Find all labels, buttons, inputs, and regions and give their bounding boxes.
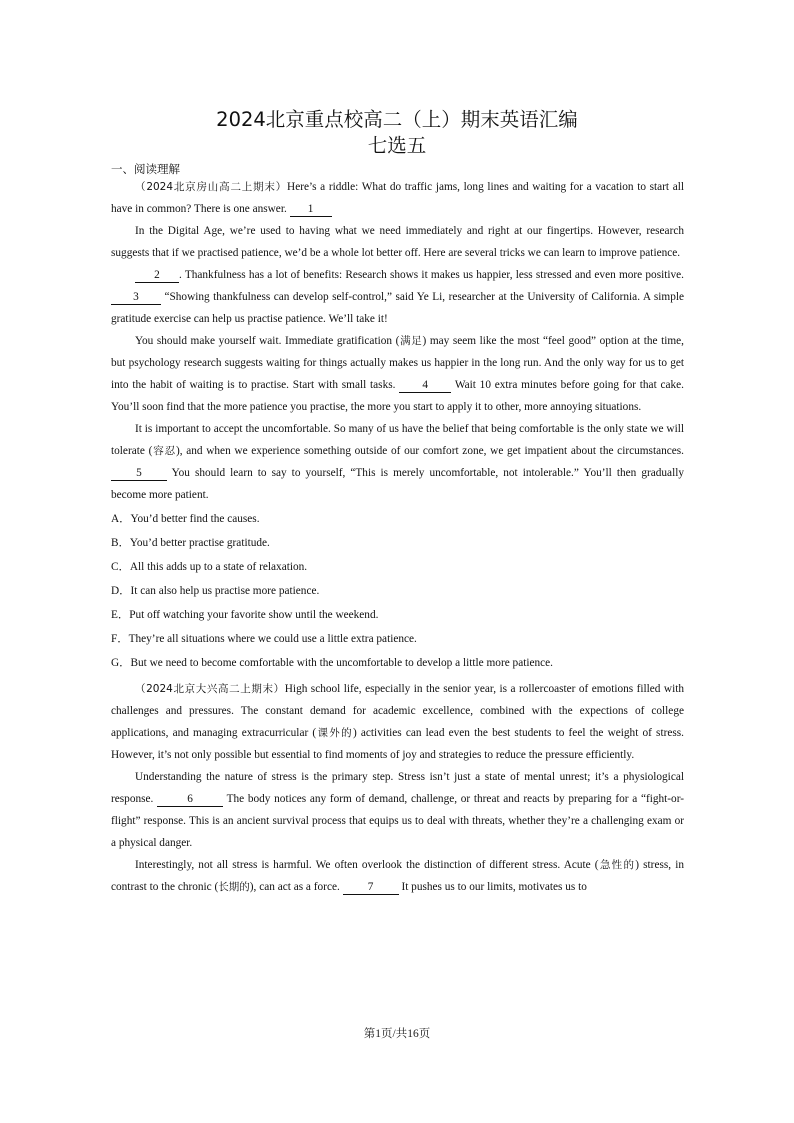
option-d: D．It can also help us practise more patience. <box>111 585 320 597</box>
page-footer: 第1页/共16页 <box>363 1028 431 1040</box>
option-b: B．You’d better practise gratitude. <box>111 537 270 549</box>
answer-blank-2: 2 <box>135 269 179 283</box>
option-f: F．They’re all situations where we could use a little extra patience. <box>111 633 417 645</box>
passage2-paragraph-3: Interestingly, not all stress is harmful. We often overlook the distinction of different stress. Acute (急性的) stress, in contrast to the chronic (长期的), can act as a force. 7 It pushes us to our limits, motivates us to <box>111 859 684 893</box>
passage2-paragraph-2: Understanding the nature of stress is the primary step. Stress isn’t just a state of mental unrest; it’s a physiological response. 6 The body notices any form of demand, challenge, or threat and reacts by preparing for a “fight-or-flight” response. This is an ancient survival process that equips us to deal with threats, whether they’re a challenging exam or a physical danger. <box>111 771 685 849</box>
passage1-paragraph-5: It is important to accept the uncomfortable. So many of us have the belief that being comfortable is the only state we will tolerate (容忍), and when we experience something outside of our comfort zone, we get impatient about the circumstances. 5 You should learn to say to yourself, “This is merely uncomfortable, not intolerable.” You’ll then gradually become more patient. <box>111 423 684 501</box>
option-a: A．You’d better find the causes. <box>111 513 260 525</box>
answer-blank-7: 7 <box>343 881 399 895</box>
passage1-paragraph-2: In the Digital Age, we’re used to having what we need immediately and right at our fingertips. However, research suggests that if we practised patience, we’d be a whole lot better off. Here are several tricks we can learn to improve patience. <box>111 225 684 259</box>
answer-blank-4: 4 <box>399 379 451 393</box>
document-subtitle: 七选五 <box>367 134 427 157</box>
document-title: 2024北京重点校高二（上）期末英语汇编 <box>216 108 578 131</box>
passage2-source: （2024北京大兴高二上期末） <box>135 683 285 695</box>
passage1-paragraph-1: （2024北京房山高二上期末）Here’s a riddle: What do traffic jams, long lines and waiting for a vacation to start all have in common? There is one answer. 1 <box>111 181 685 215</box>
answer-blank-3: 3 <box>111 291 161 305</box>
option-g: G．But we need to become comfortable with the uncomfortable to develop a little more patience. <box>111 657 554 669</box>
options-list <box>111 507 684 675</box>
option-e: E．Put off watching your favorite show until the weekend. <box>111 609 379 621</box>
passage1-paragraph-4: You should make yourself wait. Immediate gratification (满足) may seem like the most “feel good” option at the time, but psychology research suggests waiting for things actually makes us happier in the long run. And the only way for us to get into the habit of waiting is to practise. Start with small tasks. 4 Wait 10 extra minutes before going for that cake. You’ll soon find that the more patience you practise, the more you start to apply it to other, more annoying situations. <box>111 335 685 413</box>
option-c: C．All this adds up to a state of relaxation. <box>111 561 308 573</box>
document-body <box>111 176 684 898</box>
answer-blank-5: 5 <box>111 467 167 481</box>
passage2-paragraph-1: （2024北京大兴高二上期末）High school life, especially in the senior year, is a rollercoaster of emotions filled with challenges and pressures. The constant demand for academic excellence, combined with the expections of college applications, and managing extracurricular (课外的) activities can lead even the best students to feel the weight of stress. However, it’s not only possible but essential to find moments of joy and strategies to reduce the pressure efficiently. <box>111 683 684 761</box>
section-heading: 一、阅读理解 <box>111 162 180 176</box>
passage1-paragraph-3: 2 . Thankfulness has a lot of benefits: Research shows it makes us happier, less stressed and even more positive. 3 “Showing thankfulness can develop self-control,” said Ye Li, researcher at the University of California. A simple gratitude exercise can help us practise patience. We’ll take it! <box>111 269 684 325</box>
answer-blank-1: 1 <box>290 203 332 217</box>
passage1-source: （2024北京房山高二上期末） <box>135 181 288 193</box>
answer-blank-6: 6 <box>157 793 223 807</box>
